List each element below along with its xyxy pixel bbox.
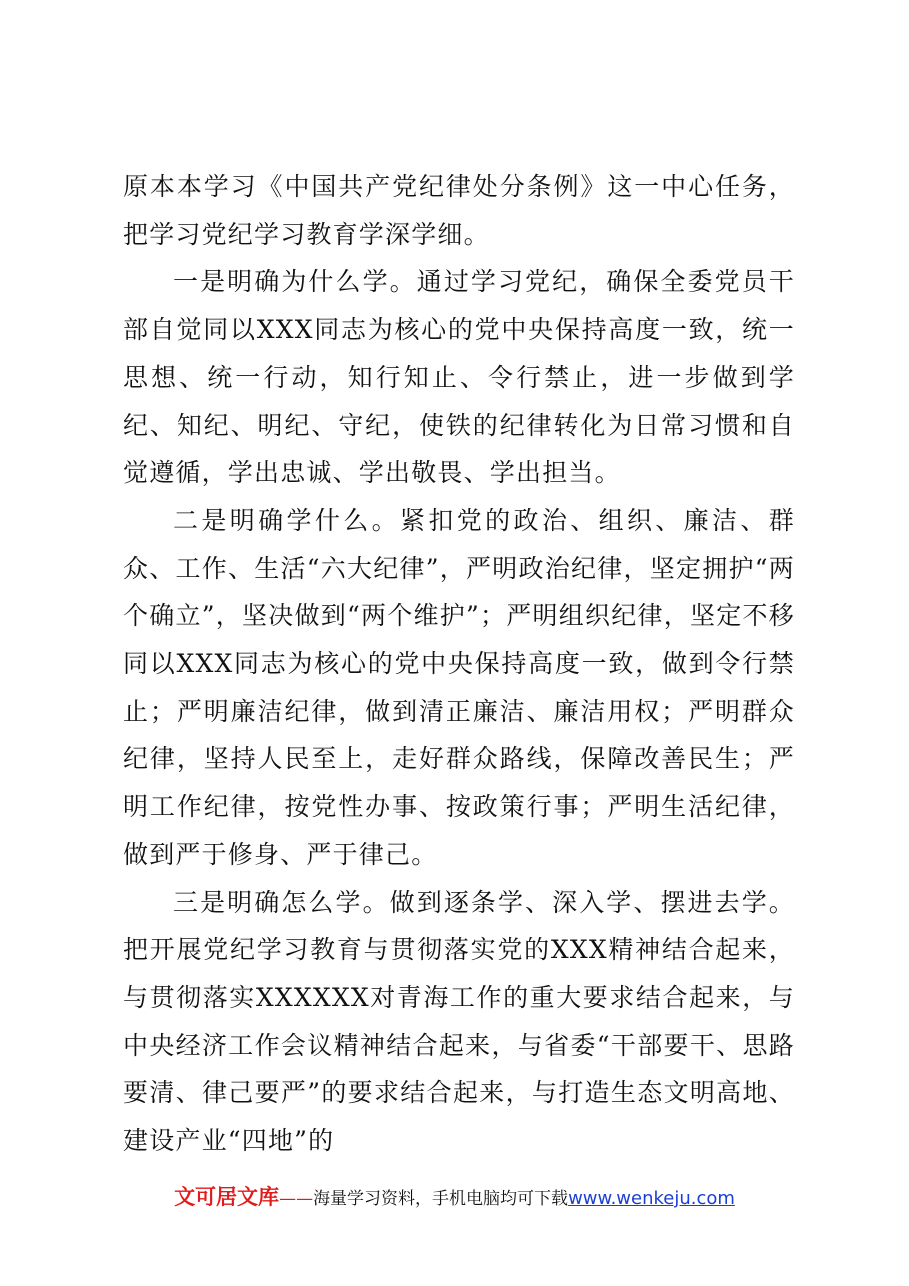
document-body bbox=[123, 163, 795, 1165]
footer-description: 海量学习资料，手机电脑均可下载 bbox=[313, 1189, 569, 1209]
paragraph-2: 一是明确为什么学。通过学习党纪，确保全委党员干部自觉同以XXX同志为核心的党中央保持高度一致，统一思想、统一行动，知行知止、令行禁止，进一步做到学纪、知纪、明纪、守纪，使铁的纪律转化为日常习惯和自觉遵循，学出忠诚、学出敬畏、学出担当。 bbox=[123, 267, 795, 488]
paragraph-4: 三是明确怎么学。做到逐条学、深入学、摆进去学。把开展党纪学习教育与贯彻落实党的XXX精神结合起来，与贯彻落实XXXXXX对青海工作的重大要求结合起来，与中央经济工作会议精神结合起来，与省委“干部要干、思路要清、律己要严”的要求结合起来，与打造生态文明高地、建设产业“四地”的 bbox=[123, 887, 795, 1156]
page-footer bbox=[0, 1183, 909, 1213]
footer-brand: 文可居文库 bbox=[174, 1185, 280, 1209]
footer-dash: —— bbox=[279, 1189, 314, 1209]
footer-url-link[interactable]: www.wenkeju.com bbox=[568, 1188, 735, 1209]
paragraph-1: 原本本学习《中国共产党纪律处分条例》这一中心任务，把学习党纪学习教育学深学细。 bbox=[123, 172, 795, 249]
paragraph-3: 二是明确学什么。紧扣党的政治、组织、廉洁、群众、工作、生活“六大纪律”，严明政治纪律，坚定拥护“两个确立”，坚决做到“两个维护”；严明组织纪律，坚定不移同以XXX同志为核心的党中央保持高度一致，做到令行禁止；严明廉洁纪律，做到清正廉洁、廉洁用权；严明群众纪律，坚持人民至上，走好群众路线，保障改善民生；严明工作纪律，按党性办事、按政策行事；严明生活纪律，做到严于修身、严于律己。 bbox=[123, 505, 795, 869]
